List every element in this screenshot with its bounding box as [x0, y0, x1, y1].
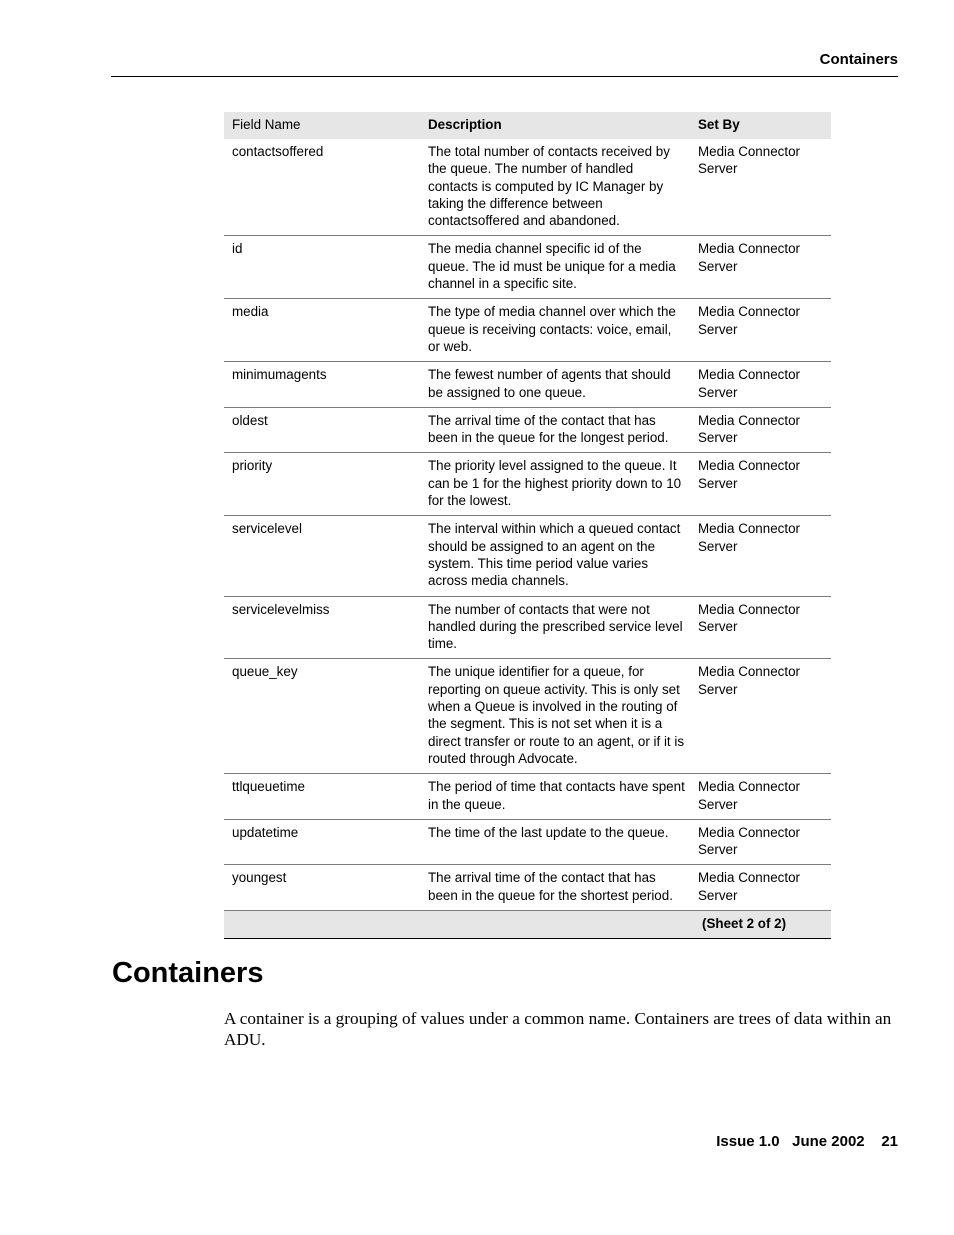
- set-by-cell: Media Connector Server: [690, 362, 831, 408]
- set-by-cell: Media Connector Server: [690, 819, 831, 865]
- description-cell: The period of time that contacts have spent in the queue.: [420, 774, 690, 820]
- column-header-description: Description: [420, 112, 690, 139]
- sheet-filler-cell: [420, 910, 690, 938]
- table-row: [224, 362, 831, 408]
- table-row: [224, 774, 831, 820]
- table-row: [224, 453, 831, 516]
- set-by-cell: Media Connector Server: [690, 596, 831, 659]
- table-header-row: [224, 112, 831, 139]
- table-body: [224, 139, 831, 939]
- description-cell: The unique identifier for a queue, for reporting on queue activity. This is only set when a Queue is involved in the routing of the segment. This is not set when it is a direct transfer or route to an agent, or if it is routed through Advocate.: [420, 659, 690, 774]
- page-footer: Issue 1.0 June 2002 21: [716, 1133, 898, 1150]
- table-row: [224, 596, 831, 659]
- table-row: [224, 299, 831, 362]
- column-header-set-by: Set By: [690, 112, 831, 139]
- field-name-cell: servicelevelmiss: [224, 596, 420, 659]
- set-by-cell: Media Connector Server: [690, 407, 831, 453]
- field-name-cell: queue_key: [224, 659, 420, 774]
- description-cell: The priority level assigned to the queue. It can be 1 for the highest priority down to 10 for the lowest.: [420, 453, 690, 516]
- field-name-cell: priority: [224, 453, 420, 516]
- set-by-cell: Media Connector Server: [690, 774, 831, 820]
- set-by-cell: Media Connector Server: [690, 299, 831, 362]
- description-cell: The arrival time of the contact that has been in the queue for the shortest period.: [420, 865, 690, 911]
- sheet-filler-cell: [224, 910, 420, 938]
- description-cell: The number of contacts that were not handled during the prescribed service level time.: [420, 596, 690, 659]
- description-cell: The media channel specific id of the queue. The id must be unique for a media channel in a specific site.: [420, 236, 690, 299]
- field-name-cell: updatetime: [224, 819, 420, 865]
- description-cell: The time of the last update to the queue.: [420, 819, 690, 865]
- field-name-cell: media: [224, 299, 420, 362]
- field-table: [224, 112, 831, 939]
- section-title: Containers: [112, 957, 264, 989]
- table-row: [224, 865, 831, 911]
- description-cell: The type of media channel over which the queue is receiving contacts: voice, email, or web.: [420, 299, 690, 362]
- field-name-cell: id: [224, 236, 420, 299]
- description-cell: The fewest number of agents that should be assigned to one queue.: [420, 362, 690, 408]
- set-by-cell: Media Connector Server: [690, 516, 831, 596]
- sheet-indicator-row: [224, 910, 831, 938]
- table-row: [224, 236, 831, 299]
- field-name-cell: servicelevel: [224, 516, 420, 596]
- field-name-cell: oldest: [224, 407, 420, 453]
- field-name-cell: ttlqueuetime: [224, 774, 420, 820]
- header-rule: [111, 76, 898, 77]
- table-row: [224, 659, 831, 774]
- field-name-cell: contactsoffered: [224, 139, 420, 236]
- table-row: [224, 516, 831, 596]
- set-by-cell: Media Connector Server: [690, 659, 831, 774]
- description-cell: The interval within which a queued contact should be assigned to an agent on the system. This time period value varies across media channels.: [420, 516, 690, 596]
- field-name-cell: minimumagents: [224, 362, 420, 408]
- description-cell: The total number of contacts received by the queue. The number of handled contacts is computed by IC Manager by taking the difference between contactsoffered and abandoned.: [420, 139, 690, 236]
- set-by-cell: Media Connector Server: [690, 865, 831, 911]
- set-by-cell: Media Connector Server: [690, 453, 831, 516]
- column-header-field-name: Field Name: [224, 112, 420, 139]
- sheet-label: (Sheet 2 of 2): [690, 910, 831, 938]
- set-by-cell: Media Connector Server: [690, 139, 831, 236]
- table-row: [224, 819, 831, 865]
- description-cell: The arrival time of the contact that has been in the queue for the longest period.: [420, 407, 690, 453]
- set-by-cell: Media Connector Server: [690, 236, 831, 299]
- field-name-cell: youngest: [224, 865, 420, 911]
- table-row: [224, 139, 831, 236]
- section-body-text: A container is a grouping of values under a common name. Containers are trees of data within an ADU.: [224, 1009, 892, 1049]
- table-row: [224, 407, 831, 453]
- running-header-title: Containers: [819, 51, 898, 68]
